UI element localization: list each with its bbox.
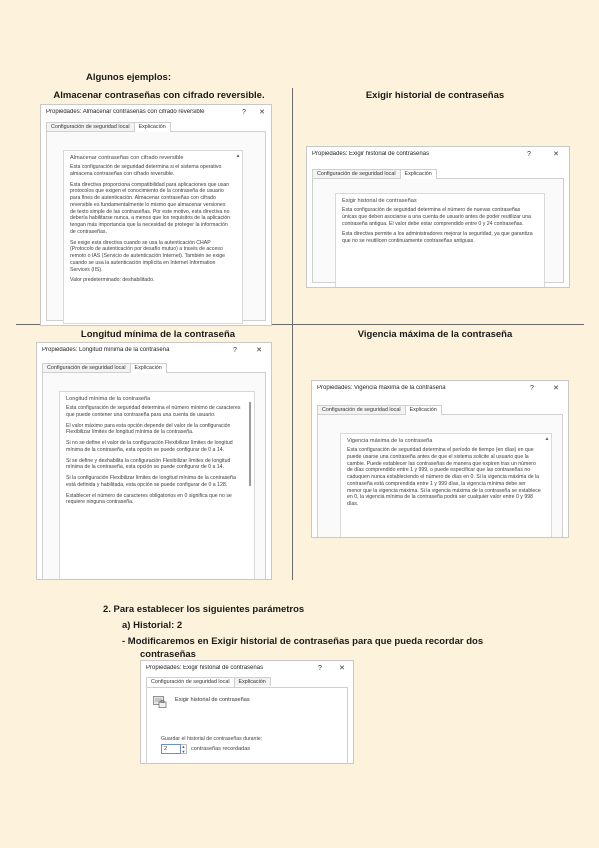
help-button[interactable]: ? [242,108,246,116]
explanation-paragraph: El valor máximo para esta opción depende del valor de la configuración Flexibilizar límites de longitud mínima de la contraseña. [66,422,231,436]
tab-panel [312,178,564,283]
explanation-heading: Vigencia máxima de la contraseña [347,438,433,444]
explanation-paragraph: Valor predeterminado: deshabilitado. [70,277,155,284]
explanation-paragraph: Se exige esta directiva cuando se usa la autenticación CHAP (Protocolo de autenticación por desafío mutuo) a través de acceso remoto o IAS (Servicio de autenticación Internet). También se exige cuando se usa la autenticación implícita en Internet Information Services (IIS). [70,239,226,273]
explanation-text-box [63,150,243,324]
section-title-password-history: Exigir historial de contraseñas [365,90,505,101]
explanation-text-box [59,391,255,580]
scrollbar[interactable] [544,436,550,538]
close-button[interactable]: ✕ [256,347,262,354]
scroll-up-icon[interactable]: ▲ [544,436,550,442]
tab-explanation[interactable]: Explicación [400,169,437,179]
list-subitem-a: a) Historial: 2 [122,620,183,631]
history-count-input[interactable]: 2 [161,744,181,754]
dialog-password-history-setting [140,660,354,764]
tab-panel [46,131,266,321]
tab-local-security-setting[interactable]: Configuración de seguridad local [317,405,406,414]
grid-divider-vertical [292,88,293,580]
policy-name: Exigir historial de contraseñas [175,697,250,703]
dialog-reversible-encryption [40,104,272,326]
dialog-min-length [36,342,272,580]
section-title-reversible-encryption: Almacenar contraseñas con cifrado reversible. [53,90,265,101]
help-button[interactable]: ? [233,346,237,354]
tab-local-security-setting[interactable]: Configuración de seguridad local [46,122,135,131]
policy-icon [153,696,167,708]
explanation-heading: Longitud mínima de la contraseña [66,396,151,402]
dialog-titlebar [312,381,568,395]
explanation-heading: Almacenar contraseñas con cifrado reversible [70,155,184,161]
tab-explanation[interactable]: Explicación [130,363,167,373]
tab-explanation[interactable]: Explicación [134,122,171,132]
history-count-stepper[interactable] [161,744,250,754]
history-count-suffix: contraseñas recordadas [191,746,251,752]
dialog-titlebar [141,661,353,675]
close-button[interactable]: ✕ [339,665,345,672]
dialog-titlebar [307,147,569,161]
help-button[interactable]: ? [530,384,534,392]
list-dash-item: - Modificaremos en Exigir historial de contraseñas para que pueda recordar dos [122,636,484,647]
help-button[interactable]: ? [527,150,531,158]
tab-local-security-setting[interactable]: Configuración de seguridad local [42,363,131,372]
dialog-title: Propiedades: Exigir historial de contraseñas [146,665,264,671]
stepper-arrows-icon[interactable]: ▲ ▼ [181,744,186,754]
scrollbar[interactable] [235,153,241,321]
explanation-paragraph: Si la configuración Flexibilizar límites de longitud mínima de la contraseña está definida y habilitada, esta opción se puede configurar de 0 a 128. [66,475,236,488]
dialog-title: Propiedades: Almacenar contraseñas con cifrado reversible [46,109,205,115]
history-field-label: Guardar el historial de contraseñas durante: [161,736,263,742]
explanation-text-box [340,433,552,538]
explanation-paragraph: Esta configuración de seguridad determina el período de tiempo (en días) en que puede usarse una contraseña antes de que el sistema solicite al usuario que la cambie. Puede establecer las contraseñas de manera que expiren tras un número de días comprendido entre 1 y 999, o puede especificar que las contraseñas no caduquen nunca estableciendo el número de días en 0. Si la vigencia máxima de la contraseña está comprendida entre 1 y 999 días, la vigencia mínima debe ser menor que la vigencia máxima. Si la vigencia máxima de la contraseña se establece en 0, la vigencia mínima de la contraseña podrá ser cualquier valor entre 0 y 998 días. [347,447,541,507]
explanation-paragraph: Establecer el número de caracteres obligatorios en 0 significa que no se requiere ninguna contraseña. [66,492,232,506]
scrollbar[interactable] [247,394,253,580]
explanation-paragraph: Si se define y deshabilita la configuración Flexibilizar límites de longitud mínima de la contraseña, esta opción se puede configurar de 0 a 14. [66,457,231,471]
examples-heading: Algunos ejemplos: [86,72,171,83]
explanation-paragraph: Esta configuración de seguridad determina el número de nuevas contraseñas únicas que deben asociarse a una cuenta de usuario antes de poder reutilizar una contraseña antigua. El valor debe estar comprendido entre 0 y 24 contraseñas. [342,207,531,227]
help-button[interactable]: ? [318,664,322,672]
close-button[interactable]: ✕ [553,385,559,392]
close-button[interactable]: ✕ [259,109,265,116]
close-button[interactable]: ✕ [553,151,559,158]
dialog-title: Propiedades: Longitud mínima de la contraseña [42,347,170,353]
list-item-2: 2. Para establecer los siguientes parámetros [103,604,305,615]
tab-local-security-setting[interactable]: Configuración de seguridad local [146,677,235,687]
explanation-paragraph: Esta configuración de seguridad determina si el sistema operativo almacena contraseñas con cifrado reversible. [70,164,222,177]
dialog-title: Propiedades: Exigir historial de contraseñas [312,151,430,157]
tab-explanation[interactable]: Explicación [405,405,442,415]
dialog-titlebar [41,105,271,119]
section-title-min-length: Longitud mínima de la contraseña [80,329,236,340]
dialog-title: Propiedades: Vigencia máxima de la contraseña [317,385,446,391]
explanation-paragraph: Esta directiva proporciona compatibilidad para aplicaciones que usan protocolos que exigen el conocimiento de la contraseña de usuario para fines de autenticación. Almacenar contraseñas con cifrado reversible es fundamentalmente lo mismo que almacenar versiones de texto simple de las contraseñas. Por este motivo, esta directiva no debería habilitarse nunca, a menos que los requisitos de la aplicación tengan más importancia que la necesidad de proteger la información de contraseñas. [70,181,231,235]
section-title-max-age: Vigencia máxima de la contraseña [357,329,513,340]
explanation-paragraph: Esta configuración de seguridad determina el número mínimo de caracteres que puede contener una contraseña para una cuenta de usuario. [66,405,241,418]
scroll-up-icon[interactable]: ▲ [235,153,241,159]
tab-local-security-setting[interactable]: Configuración de seguridad local [312,169,401,178]
explanation-paragraph: Esta directiva permite a los administradores mejorar la seguridad, ya que garantiza que no se reutilicen continuamente contraseñas antiguas. [342,231,533,244]
dialog-password-history [306,146,570,288]
tab-panel [146,687,348,763]
explanation-heading: Exigir historial de contraseñas [342,198,417,204]
explanation-text-box [335,193,545,288]
tab-explanation[interactable]: Explicación [234,677,271,686]
tab-panel [317,414,563,537]
dialog-titlebar [37,343,271,357]
tab-panel [42,372,266,579]
list-dash-item-continuation: contraseñas [140,649,196,660]
dialog-max-age [311,380,569,538]
scrollbar-thumb[interactable] [249,402,251,486]
explanation-paragraph: Si no se define el valor de la configuración Flexibilizar límites de longitud mínima de la contraseña, esta opción se puede configurar de 0 a 14. [66,440,233,453]
